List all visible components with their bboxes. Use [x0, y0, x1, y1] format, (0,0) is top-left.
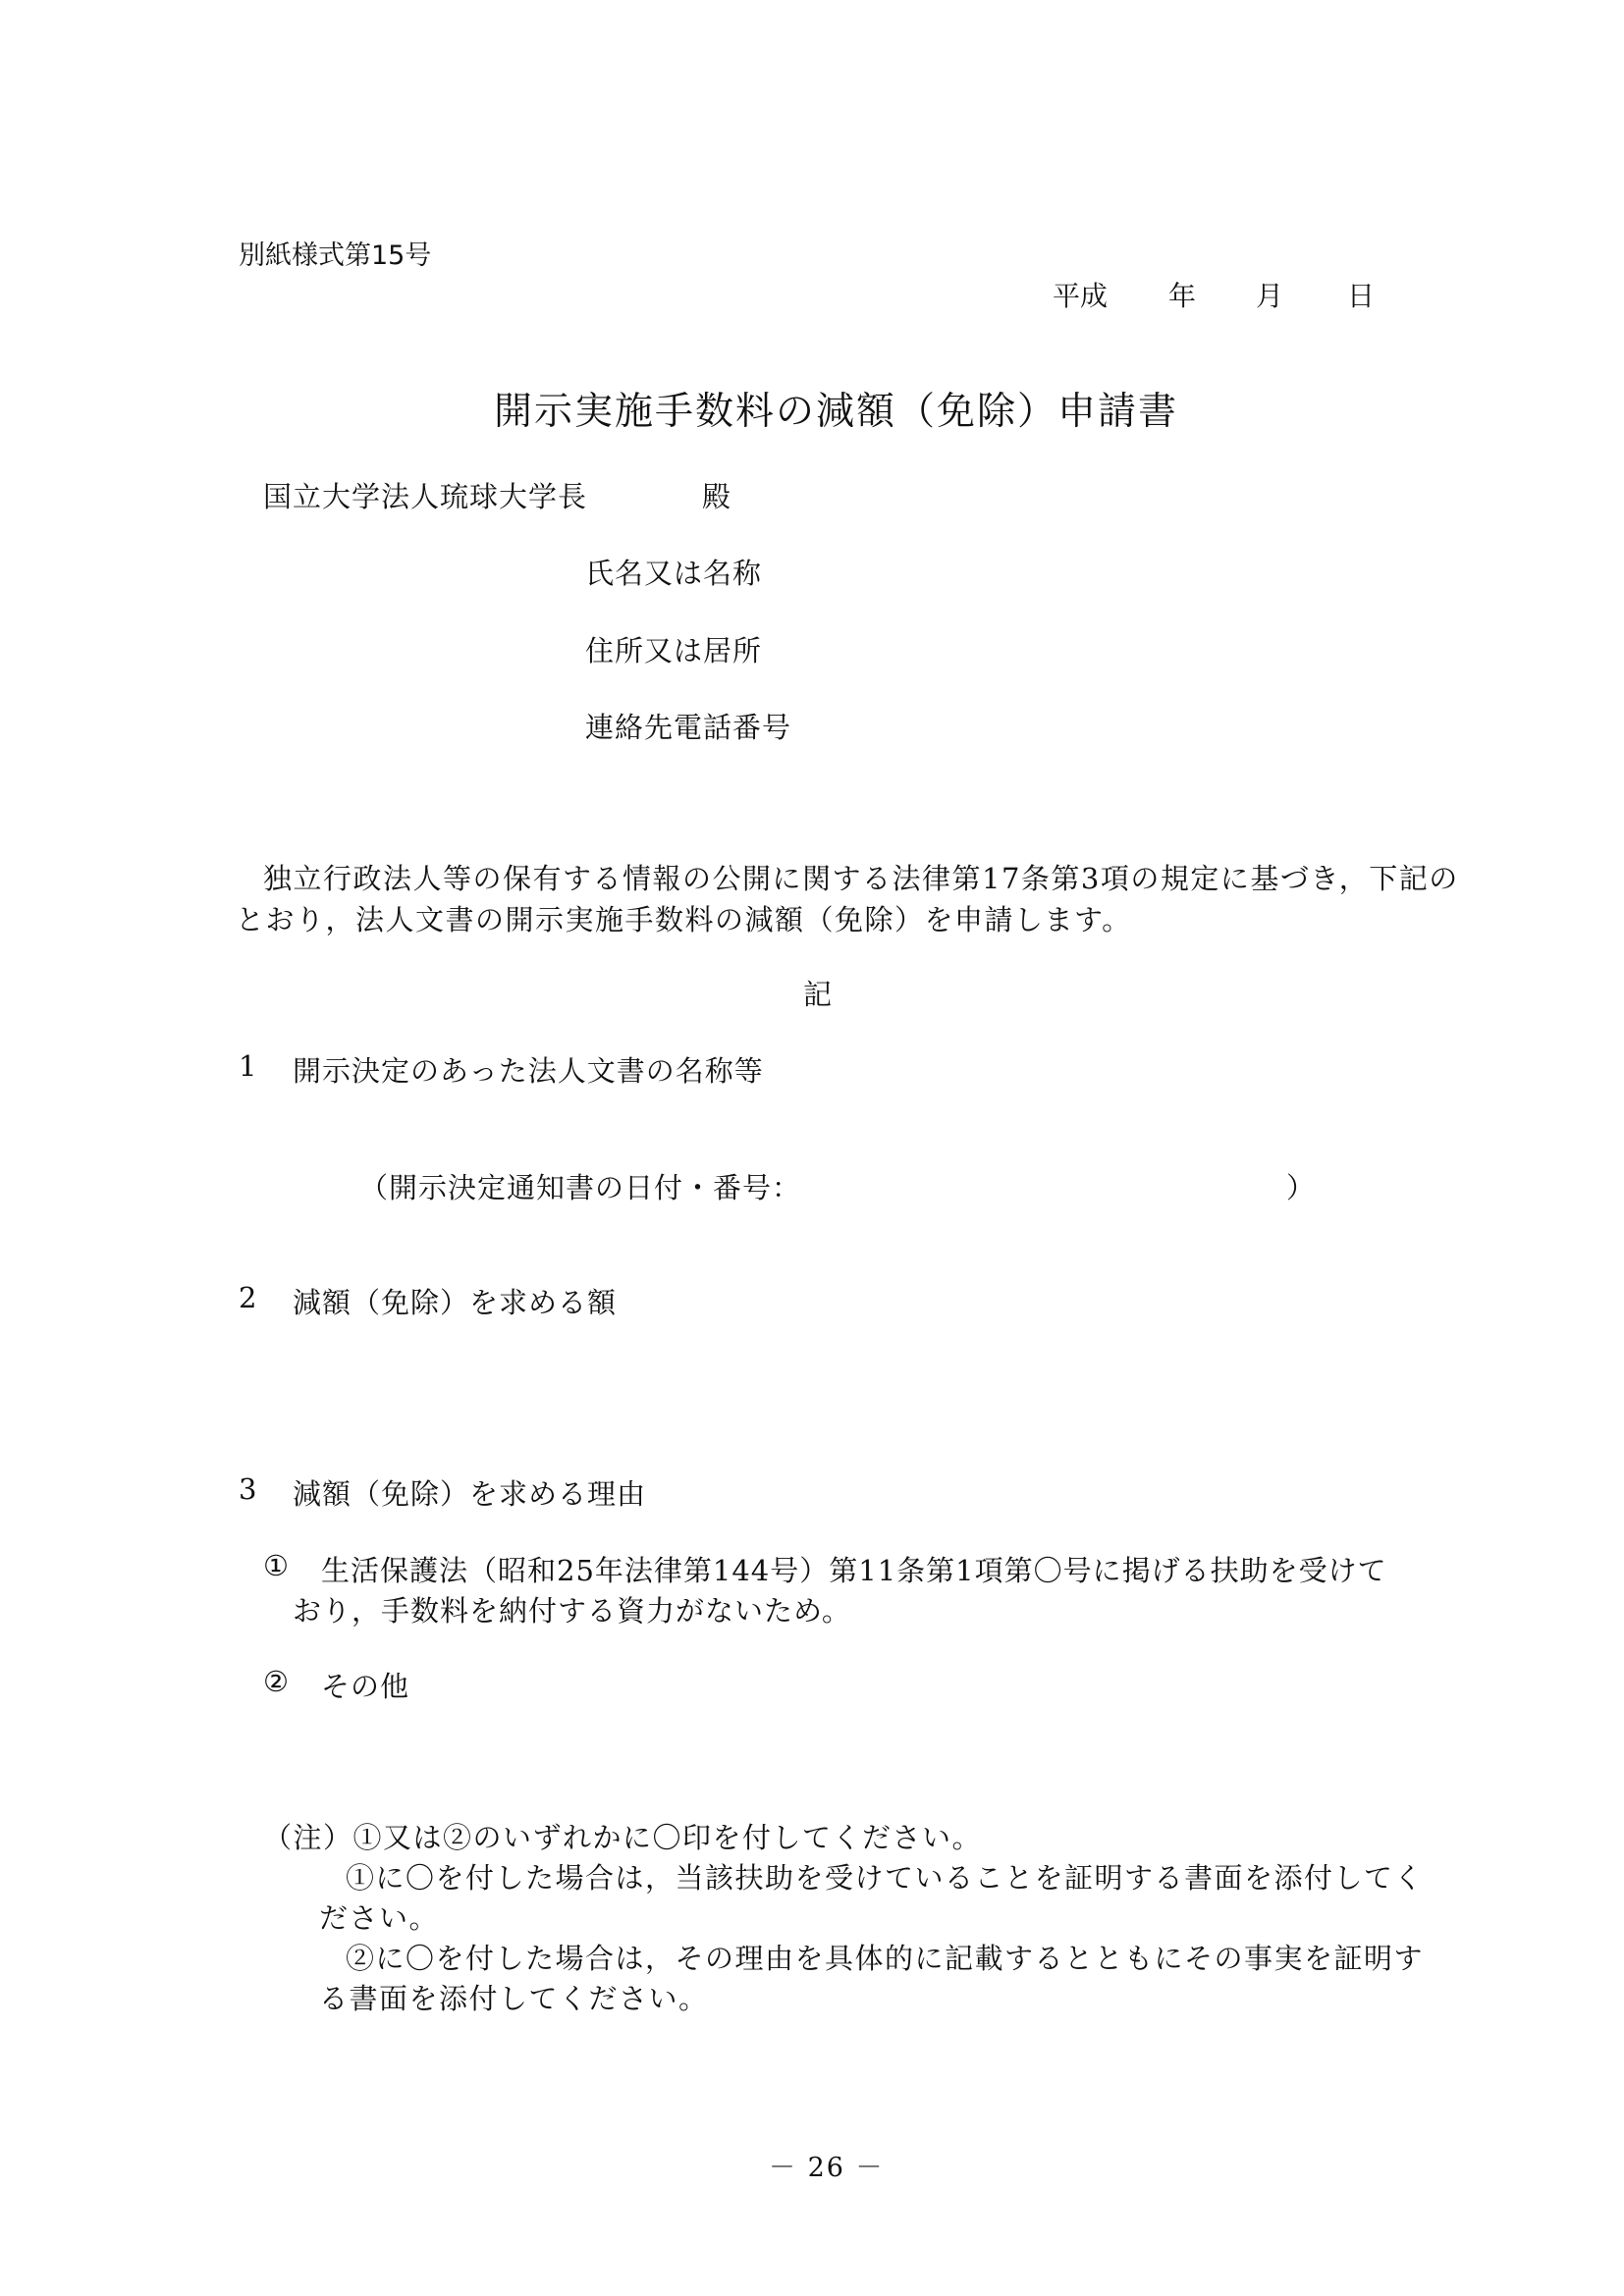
- ki-heading: 記: [803, 978, 834, 1011]
- date-month: 月: [1256, 280, 1284, 312]
- page-title: 開示実施手数料の減額（免除）申請書: [494, 390, 1179, 434]
- note-line-3: ださい。: [319, 1901, 440, 1935]
- section-1-label: 開示決定のあった法人文書の名称等: [293, 1054, 764, 1088]
- option-1-mark: ①: [263, 1549, 290, 1582]
- body-line-2: とおり，法人文書の開示実施手数料の減額（免除）を申請します。: [236, 903, 1132, 936]
- date-era: 平成: [1053, 280, 1109, 312]
- applicant-name-label: 氏名又は名称: [585, 557, 763, 590]
- section-2-number: 2: [239, 1281, 258, 1314]
- note-line-2: ①に〇を付した場合は，当該扶助を受けていることを証明する書面を添付してく: [346, 1861, 1425, 1895]
- applicant-phone-label: 連絡先電話番号: [585, 711, 792, 744]
- applicant-address-label: 住所又は居所: [585, 634, 763, 667]
- addressee-honorific: 殿: [702, 480, 732, 513]
- addressee-name: 国立大学法人琉球大学長: [263, 480, 588, 513]
- body-line-1: 独立行政法人等の保有する情報の公開に関する法律第17条第3項の規定に基づき，下記の: [263, 862, 1459, 895]
- option-1-line-2: おり，手数料を納付する資力がないため。: [293, 1594, 851, 1628]
- date-year: 年: [1168, 280, 1197, 312]
- option-2-label: その他: [321, 1670, 410, 1703]
- option-1-line-1: 生活保護法（昭和25年法律第144号）第11条第1項第〇号に掲げる扶助を受けて: [321, 1554, 1387, 1587]
- note-line-4: ②に〇を付した場合は，その理由を具体的に記載するとともにその事実を証明す: [346, 1942, 1425, 1975]
- section-1-note-close: ）: [1286, 1171, 1317, 1204]
- date-day: 日: [1347, 280, 1376, 312]
- section-1-note-open: （開示決定通知書の日付・番号：: [359, 1171, 802, 1204]
- form-number: 別紙様式第15号: [239, 240, 432, 271]
- section-3-label: 減額（免除）を求める理由: [293, 1477, 647, 1511]
- section-3-number: 3: [239, 1472, 258, 1506]
- note-line-5: る書面を添付してください。: [319, 1982, 709, 2015]
- page-number: － 26 －: [769, 2153, 885, 2183]
- section-1-number: 1: [239, 1049, 258, 1083]
- section-2-label: 減額（免除）を求める額: [293, 1286, 618, 1319]
- note-line-1: （注）①又は②のいずれかに〇印を付してください。: [263, 1821, 983, 1854]
- option-2-mark: ②: [263, 1665, 290, 1698]
